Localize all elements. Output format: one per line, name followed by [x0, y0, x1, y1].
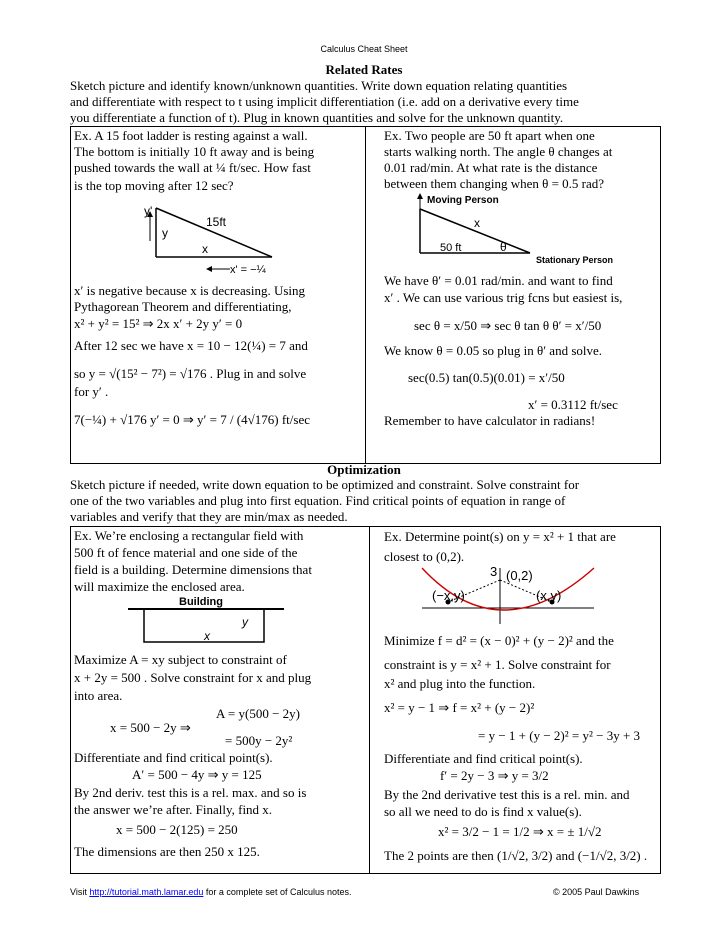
rr-ex2-line-2: starts walking north. The angle θ changes at: [384, 144, 613, 159]
rr-ex2-sol-2: x′ . We can use various trig fcns but easiest is,: [384, 290, 623, 305]
opt-ex1-sol-7: Differentiate and find critical point(s).: [74, 750, 273, 765]
rr-ex1-sol-7: 7(−¼) + √176 y′ = 0 ⇒ y′ = 7 / (4√176) ft/sec: [74, 412, 311, 427]
fig-x-label: x: [474, 216, 480, 230]
moving-person-label: Moving Person: [427, 195, 499, 206]
rr-ex2-line-3: 0.01 rad/min. At what rate is the distance: [384, 160, 598, 175]
rr-ex2-sol-4: We know θ = 0.05 so plug in θ′ and solve.: [384, 343, 603, 358]
footer-left: [70, 887, 351, 897]
ladder-xprime-label: x' = −¼: [230, 264, 266, 276]
opt-ex2-sol-4: x² = y − 1 ⇒ f = x² + (y − 2)²: [384, 700, 535, 715]
opt-ex1-sol-11: x = 500 − 2(125) = 250: [116, 822, 238, 837]
rr-ex2-line-4: between them changing when θ = 0.5 rad?: [384, 176, 605, 191]
related-rates-title: Related Rates: [325, 62, 403, 77]
opt-ex2-line-2: closest to (0,2).: [384, 549, 465, 564]
opt-intro-line-2: one of the two variables and plug into first equation. Find critical points of equation in range of: [70, 493, 566, 508]
ladder-yprime-label: y': [144, 204, 153, 218]
opt-ex1-sol-6: = 500y − 2y²: [225, 733, 293, 748]
opt-intro-line-1: Sketch picture if needed, write down equation to be optimized and constraint. Solve constraint for: [70, 477, 580, 492]
opt-intro-line-3: variables and verify that they are min/max as needed.: [70, 509, 348, 524]
opt-ex1-sol-10: the answer we’re after. Finally, find x.: [74, 802, 273, 817]
footer-visit: Visit: [70, 887, 90, 897]
rr-ex1-sol-5: so y = √(15² − 7²) = √176 . Plug in and solve: [74, 366, 307, 381]
label-xy: (x,y): [536, 588, 562, 603]
rr-ex1-sol-1: x′ is negative because x is decreasing. Using: [74, 283, 305, 298]
rr-intro-line-3: you differentiate a function of t). Plug in known quantities and solve for the unknown quantity.: [70, 110, 564, 125]
opt-ex2-sol-7: f′ = 2y − 3 ⇒ y = 3/2: [440, 768, 549, 783]
arrowhead-north-icon: [417, 193, 423, 199]
rr-ex1-line-3: pushed towards the wall at ¼ ft/sec. How fast: [74, 160, 311, 175]
rr-ex1-sol-6: for y′ .: [74, 384, 109, 399]
opt-ex1-sol-9: By 2nd deriv. test this is a rel. max. and so is: [74, 785, 307, 800]
rr-ex2-sol-1: We have θ′ = 0.01 rad/min. and want to find: [384, 273, 613, 288]
two-people-figure: [400, 193, 640, 268]
opt-ex1-sol-2: x + 2y = 500 . Solve constraint for x and plug: [74, 670, 312, 685]
ladder-15ft-label: 15ft: [206, 215, 227, 229]
opt-ex2-sol-2: constraint is y = x² + 1. Solve constraint for: [384, 657, 611, 672]
opt-ex1-sol-1: Maximize A = xy subject to constraint of: [74, 652, 287, 667]
rr-ex1-sol-3: x² + y² = 15² ⇒ 2x x′ + 2y y′ = 0: [74, 316, 243, 331]
ladder-figure: [130, 203, 290, 283]
label-three: 3: [490, 564, 498, 579]
rr-ex2-sol-3: sec θ = x/50 ⇒ sec θ tan θ θ′ = x′/50: [414, 318, 602, 333]
opt-ex2-sol-8: By the 2nd derivative test this is a rel. min. and: [384, 787, 630, 802]
opt-ex1-sol-8: A′ = 500 − 4y ⇒ y = 125: [132, 767, 262, 782]
footer-copyright: © 2005 Paul Dawkins: [553, 887, 640, 897]
opt-ex2-sol-11: The 2 points are then (1/√2, 3/2) and (−1/√2, 3/2) .: [384, 848, 648, 863]
rr-ex1-line-1: Ex. A 15 foot ladder is resting against a wall.: [74, 128, 308, 143]
opt-ex2-sol-5: = y − 1 + (y − 2)² = y² − 3y + 3: [478, 728, 641, 743]
opt-ex2-sol-9: so all we need to do is find x value(s).: [384, 804, 582, 819]
rr-intro-line-2: and differentiate with respect to t using implicit differentiation (i.e. add on a derivative every time: [70, 94, 579, 109]
rr-ex2-sol-7: Remember to have calculator in radians!: [384, 413, 596, 428]
fig-50ft-label: 50 ft: [440, 242, 462, 254]
stationary-person-label: Stationary Person: [536, 255, 614, 265]
field-figure: [124, 594, 294, 648]
rr-ex1-sol-2: Pythagorean Theorem and differentiating,: [74, 299, 292, 314]
field-x-label: x: [204, 629, 210, 643]
opt-ex1-sol-12: The dimensions are then 250 x 125.: [74, 844, 260, 859]
related-rates-intro: [70, 78, 660, 126]
optimization-intro: [70, 477, 660, 525]
rr-ex1-line-2: The bottom is initially 10 ft away and is being: [74, 144, 315, 159]
label-point: (0,2): [506, 568, 533, 583]
parabola-figure: [418, 562, 598, 626]
opt-ex1-sol-3: into area.: [74, 688, 123, 703]
opt-ex2-sol-6: Differentiate and find critical point(s).: [384, 751, 583, 766]
rr-ex2-sol-6: x′ = 0.3112 ft/sec: [528, 397, 618, 412]
ladder-y-label: y: [162, 226, 168, 240]
opt-ex2-sol-3: x² and plug into the function.: [384, 676, 536, 691]
rr-ex2-line-1: Ex. Two people are 50 ft apart when one: [384, 128, 595, 143]
rr-ex2-sol-5: sec(0.5) tan(0.5)(0.01) = x′/50: [408, 370, 565, 385]
fig-theta-label: θ: [500, 240, 507, 254]
field-y-label: y: [242, 615, 248, 629]
opt-ex2-sol-1: Minimize f = d² = (x − 0)² + (y − 2)² and the: [384, 633, 614, 648]
opt-ex1-sol-4: A = y(500 − 2y): [216, 706, 300, 721]
opt-ex1-line-2: 500 ft of fence material and one side of the: [74, 545, 298, 560]
opt-ex2-sol-10: x² = 3/2 − 1 = 1/2 ⇒ x = ± 1/√2: [438, 824, 602, 839]
opt-ex1-line-3: field is a building. Determine dimensions that: [74, 562, 312, 577]
opt-ex1-line-1: Ex. We’re enclosing a rectangular field with: [74, 528, 304, 543]
label-neg-xy: (−x,y): [432, 588, 465, 603]
rr-ex1-sol-4: After 12 sec we have x = 10 − 12(¼) = 7 and: [74, 338, 308, 353]
opt-ex1-sol-5: x = 500 − 2y ⇒: [110, 720, 191, 735]
footer-rest: for a complete set of Calculus notes.: [203, 887, 352, 897]
page-header: Calculus Cheat Sheet: [320, 44, 408, 54]
opt-ex1-line-4: will maximize the enclosed area.: [74, 579, 245, 594]
building-label: Building: [179, 596, 223, 608]
opt-ex2-line-1: Ex. Determine point(s) on y = x² + 1 that are: [384, 529, 616, 544]
arrowhead-left-icon: [206, 266, 212, 272]
ladder-x-label: x: [202, 242, 208, 256]
footer-link[interactable]: http://tutorial.math.lamar.edu: [89, 887, 204, 897]
rr-intro-line-1: Sketch picture and identify known/unknown quantities. Write down equation relating quantities: [70, 78, 568, 93]
optimization-title: Optimization: [327, 462, 401, 477]
rr-ex1-line-4: is the top moving after 12 sec?: [74, 178, 234, 193]
